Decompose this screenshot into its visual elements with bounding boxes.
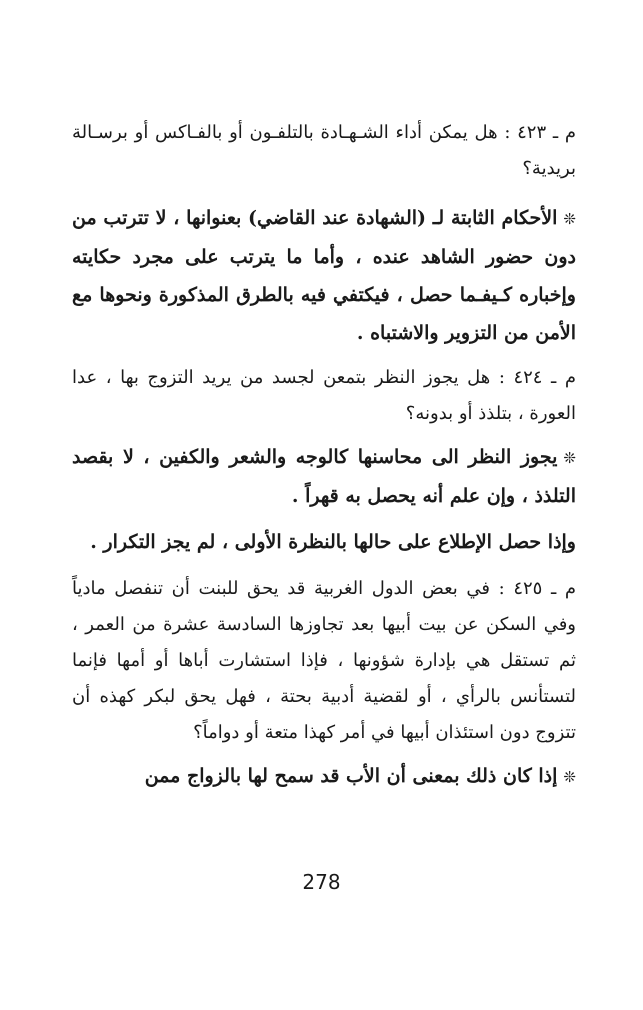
question-number: م ـ ٤٢٤ : <box>498 367 576 388</box>
question-text: هل يجوز النظر بتمعن لجسد من يريد التزوج بها ، عدا العورة ، بتلذذ أو بدونه؟ <box>72 367 576 424</box>
answer-text: وإذا حصل الإطلاع على حالها بالنظرة الأولى ، لم يجز التكرار . <box>90 531 576 553</box>
page-body <box>72 115 576 804</box>
answer-424 <box>72 438 576 515</box>
answer-424-continued <box>72 523 576 561</box>
answer-text: يجوز النظر الى محاسنها كالوجه والشعر والكفين ، لا بقصد التلذذ ، وإن علم أنه يحصل به قهراً . <box>72 446 576 507</box>
answer-marker-icon: ❊ <box>563 768 576 786</box>
question-423 <box>72 115 576 187</box>
question-text: في بعض الدول الغربية قد يحق للبنت أن تنفصل مادياً وفي السكن عن بيت أبيها بعد تجاوزها السادسة عشرة من العمر ، ثم تستقل هي بإدارة شؤونها ، فإذا استشارت أباها أو أمها فإنما لتستأنس بالرأي ، أو لقضية أدبية بحتة ، فهل يحق لبكر كهذه أن تتزوج دون استئذان أبيها في أمر كهذا متعة أو دواماً؟ <box>72 578 576 743</box>
page-number: 278 <box>302 870 341 894</box>
question-424 <box>72 360 576 432</box>
question-number: م ـ ٤٢٣ : <box>504 122 576 143</box>
question-number: م ـ ٤٢٥ : <box>498 578 576 599</box>
answer-marker-icon: ❊ <box>563 449 576 467</box>
question-425 <box>72 571 576 751</box>
answer-425 <box>72 757 576 796</box>
answer-text: إذا كان ذلك بمعنى أن الأب قد سمح لها بالزواج ممن <box>144 765 558 787</box>
answer-marker-icon: ❊ <box>563 210 576 228</box>
answer-423 <box>72 199 576 352</box>
question-text: هل يمكن أداء الشـهـادة بالتلفـون أو بالفـاكس أو برسـالة بريدية؟ <box>72 122 576 179</box>
answer-text: الأحكام الثابتة لـ (الشهادة عند القاضي) بعنوانها ، لا تترتب من دون حضور الشاهد عنده ، وأما ما يترتب على مجرد حكايته وإخباره كـيفـما حصل ، فيكتفي فيه بالطرق المذكورة ونحوها مع الأمن من التزوير والاشتباه . <box>72 207 576 344</box>
